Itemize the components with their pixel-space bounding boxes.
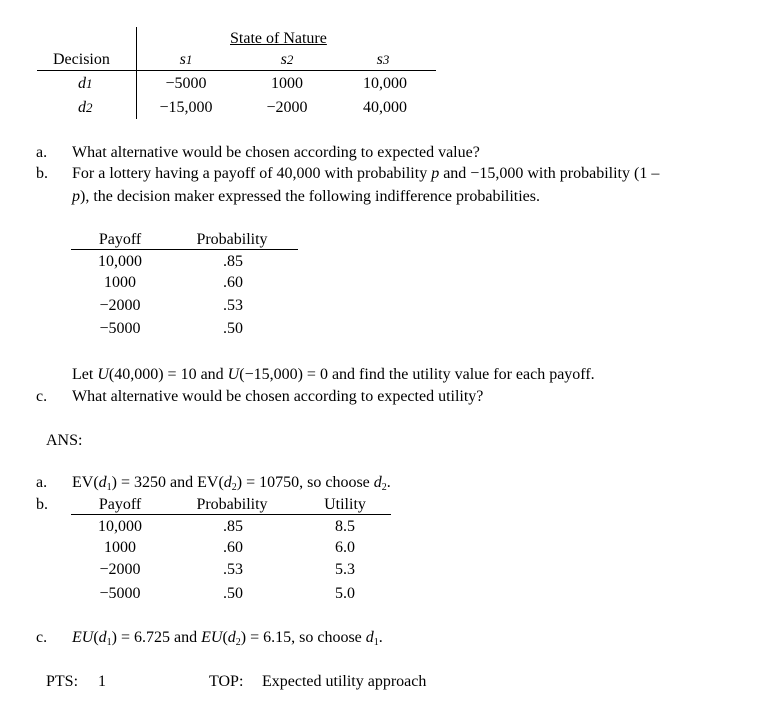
- indiff-header-probability: Probability: [196, 231, 268, 248]
- utility-payoff: 1000: [104, 539, 136, 556]
- utility-prob: .60: [223, 539, 243, 556]
- utility-payoff: −5000: [99, 585, 141, 602]
- decision-table-divider: [136, 27, 137, 119]
- utility-value: 8.5: [335, 518, 355, 535]
- utility-value: 6.0: [335, 539, 355, 556]
- indiff-payoff: −5000: [99, 320, 141, 337]
- indiff-prob: .85: [223, 253, 243, 270]
- utility-prob: .50: [223, 585, 243, 602]
- indiff-header-payoff: Payoff: [98, 231, 142, 248]
- cell-d1-s1: −5000: [165, 75, 207, 92]
- answer-b-label: b.: [36, 496, 48, 513]
- cell-d1-s2: 1000: [271, 75, 303, 92]
- answer-c-label: c.: [36, 629, 48, 646]
- pts-label: PTS:: [46, 673, 79, 690]
- cell-d2-s2: −2000: [266, 99, 308, 116]
- utility-header-payoff: Payoff: [98, 496, 142, 513]
- state-s3-header: s3: [376, 51, 390, 68]
- state-s2-header: s2: [280, 51, 294, 68]
- utility-value: 5.0: [335, 585, 355, 602]
- answer-a-text: $EV(d_1) = 3250$ and $EV(d_2) = 10750$, so choose $d_2$.: [72, 474, 391, 493]
- utility-header-probability: Probability: [196, 496, 268, 513]
- answer-c-text: $EU(d_1) = 6.725$ and $EU(d_2) = 6.15$, so choose $d_1$.: [72, 629, 383, 648]
- indiff-prob: .60: [223, 274, 243, 291]
- indiff-payoff: 10,000: [98, 253, 142, 270]
- utility-prob: .85: [223, 518, 243, 535]
- indiff-prob: .53: [223, 297, 243, 314]
- state-s1-header: s1: [179, 51, 193, 68]
- pts-value: 1: [98, 673, 106, 690]
- question-b-line2: p), the decision maker expressed the following indifference probabilities.: [72, 188, 540, 205]
- utility-payoff: 10,000: [98, 518, 142, 535]
- decision-table-rule: [37, 70, 436, 71]
- question-a-label: a.: [36, 144, 48, 161]
- indiff-table-rule: [71, 249, 298, 250]
- question-a-text: What alternative would be chosen according to expected value?: [72, 144, 480, 161]
- cell-d1-s3: 10,000: [363, 75, 407, 92]
- state-of-nature-caption: State of Nature: [230, 30, 327, 47]
- question-c-text: What alternative would be chosen according to expected utility?: [72, 388, 484, 405]
- indiff-payoff: −2000: [99, 297, 141, 314]
- decision-d1: d1: [78, 75, 93, 92]
- indiff-prob: .50: [223, 320, 243, 337]
- question-c-label: c.: [36, 388, 48, 405]
- question-b-instruction: Let U(40,000) = 10 and U(−15,000) = 0 and find the utility value for each payoff.: [72, 366, 595, 383]
- utility-table-rule: [71, 514, 391, 515]
- question-b-label: b.: [36, 165, 48, 182]
- top-label: TOP:: [209, 673, 244, 690]
- answers-title: ANS:: [46, 432, 83, 449]
- top-value: Expected utility approach: [262, 673, 427, 690]
- utility-header-utility: Utility: [324, 496, 366, 513]
- cell-d2-s3: 40,000: [363, 99, 407, 116]
- utility-value: 5.3: [335, 561, 355, 578]
- answer-a-label: a.: [36, 474, 48, 491]
- decision-d2: d2: [78, 99, 93, 116]
- decision-header: Decision: [53, 51, 110, 68]
- question-b-line1: For a lottery having a payoff of 40,000 with probability p and −15,000 with probability (1 –: [72, 165, 660, 182]
- utility-prob: .53: [223, 561, 243, 578]
- utility-payoff: −2000: [99, 561, 141, 578]
- cell-d2-s1: −15,000: [159, 99, 213, 116]
- indiff-payoff: 1000: [104, 274, 136, 291]
